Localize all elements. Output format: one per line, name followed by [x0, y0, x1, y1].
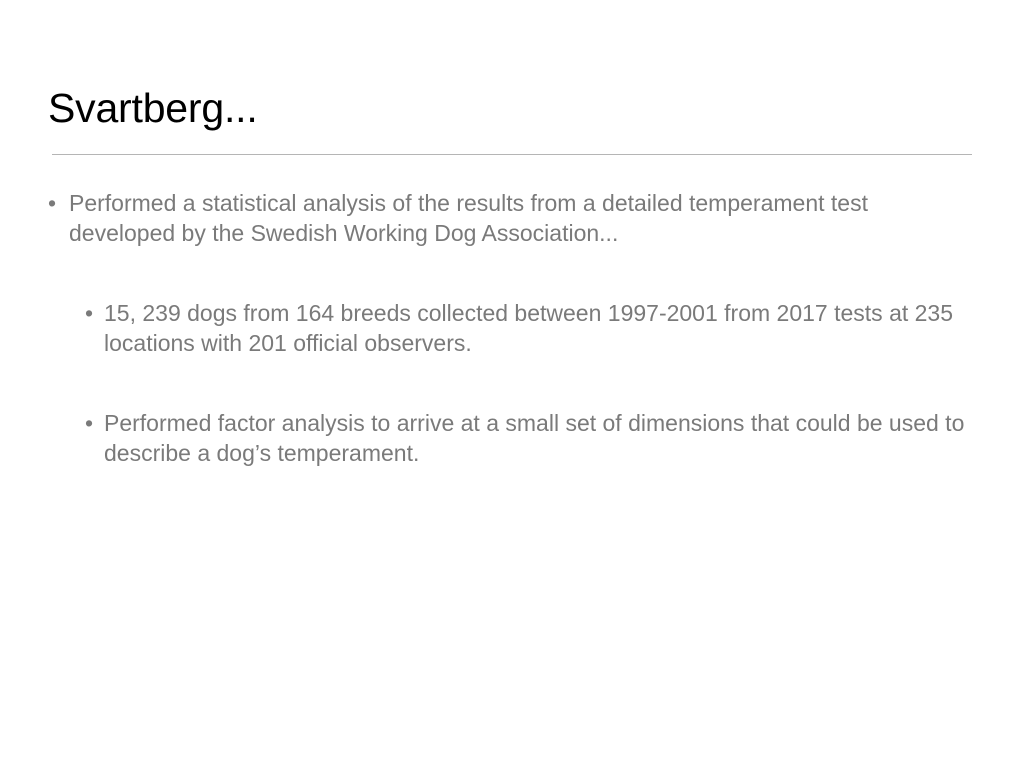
bullet-text: Performed a statistical analysis of the results from a detailed temperament test developed by the Swedish Working Dog Association... [69, 190, 868, 246]
bullet-text: 15, 239 dogs from 164 breeds collected between 1997-2001 from 2017 tests at 235 locations with 201 official observers. [104, 300, 954, 356]
bullet-item-level-2 [85, 408, 980, 468]
slide-title: Svartberg... [48, 85, 258, 131]
bullet-item-level-1 [48, 188, 978, 248]
bullet-item-level-2 [85, 298, 980, 358]
title-divider [52, 154, 972, 155]
bullet-text: Performed factor analysis to arrive at a small set of dimensions that could be used to describe a dog’s temperament. [104, 410, 965, 466]
bullet-marker: • [85, 300, 94, 326]
bullet-marker: • [48, 190, 57, 216]
bullet-marker: • [85, 410, 94, 436]
